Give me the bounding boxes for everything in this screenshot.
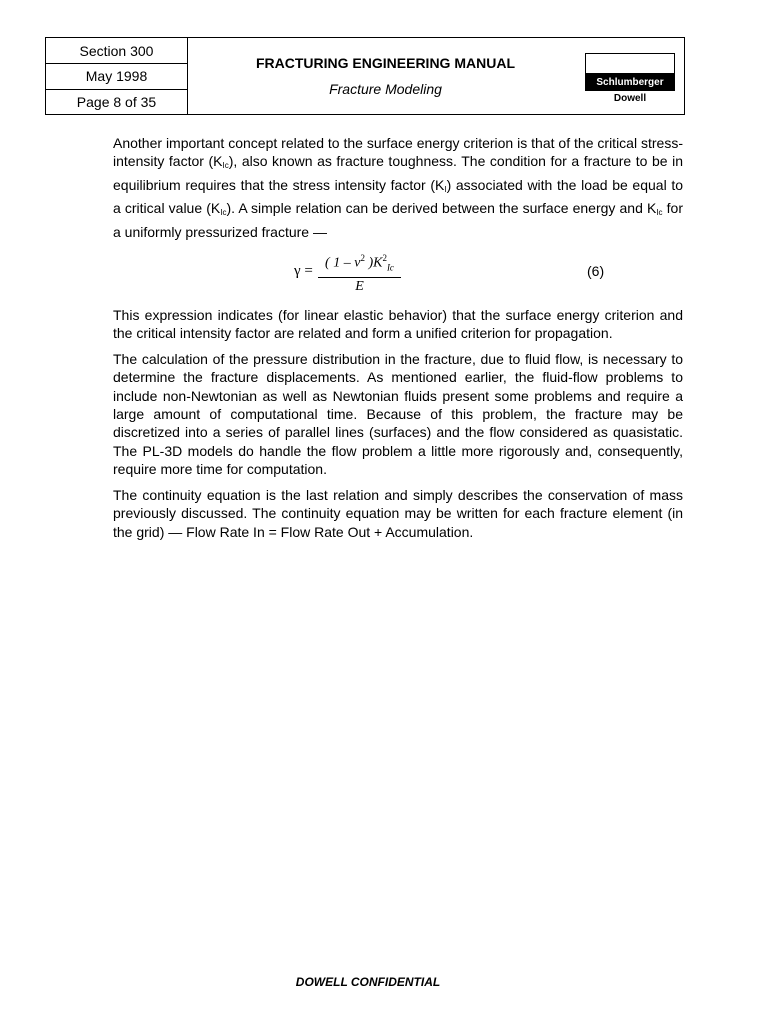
kic-subscript: Ic <box>656 208 663 218</box>
revision-date: May 1998 <box>46 63 187 88</box>
paragraph-1-text: ) associated with the load be equal to a critical value (K <box>113 176 684 217</box>
numerator-subscript: Ic <box>386 262 394 273</box>
paragraph-1-text: ). A simple relation can be derived between the surface energy and K <box>226 200 657 217</box>
paragraph-1-text: ), also known as fracture toughness. The condition for a fracture to be in equilibrium requires that the stress intensity factor (K <box>113 153 684 193</box>
numerator-exponent: 2 <box>360 253 365 264</box>
numerator-part: )K <box>364 255 383 271</box>
paragraph-1-text: Another important concept related to the surface energy criterion is that of the critical stress-intensity factor (K <box>113 135 683 170</box>
page-body <box>113 134 683 548</box>
equation-lhs: γ = <box>294 263 313 280</box>
numerator-exponent: 2 <box>382 253 387 264</box>
logo-subbrand: Dowell <box>613 93 647 104</box>
logo-brand: Schlumberger <box>585 73 675 91</box>
equation-fraction <box>318 249 401 296</box>
chapter-subtitle: Fracture Modeling <box>329 81 442 97</box>
ki-subscript: I <box>444 184 447 194</box>
equation-denominator: E <box>355 279 364 295</box>
paragraph-2: This expression indicates (for linear elastic behavior) that the surface energy criterion and the critical intensity factor are related and form a unified criterion for propagation. <box>113 307 683 342</box>
manual-title: FRACTURING ENGINEERING MANUAL <box>256 55 515 71</box>
equation-6 <box>113 249 683 297</box>
paragraph-1-text: for a uniformly pressurized fracture — <box>113 200 684 240</box>
page-number: Page 8 of 35 <box>46 89 187 114</box>
page-header <box>45 37 685 115</box>
paragraph-3: The calculation of the pressure distribution in the fracture, due to fluid flow, is necessary to determine the fracture displacements. As mentioned earlier, the fluid-flow problems to include non-Newtonian as well as Newtonian fluids present some problems and require a large amount of computational time. Because of this problem, the fracture may be discretized into a series of parallel lines (surfaces) and the flow considered as quasistatic. The PL-3D models do handle the flow problem a little more rigorously and, consequently, require more time for computation. <box>113 350 683 478</box>
company-logo <box>585 53 675 104</box>
kic-subscript: Ic <box>220 208 227 218</box>
logo-frame <box>585 53 675 73</box>
section-number: Section 300 <box>79 42 154 59</box>
paragraph-4: The continuity equation is the last relation and simply describes the conservation of mass previously discussed. The continuity equation may be written for each fracture element (in the grid) — Flow Rate In = Flow Rate Out + Accumulation. <box>113 486 683 540</box>
equation-numerator <box>318 249 401 278</box>
header-info-table <box>46 38 188 114</box>
confidential-footer: DOWELL CONFIDENTIAL <box>295 975 441 989</box>
paragraph-1 <box>113 134 683 241</box>
equation-number: (6) <box>587 263 605 280</box>
kic-subscript: Ic <box>222 161 229 171</box>
numerator-part: ( 1 – ν <box>325 255 361 271</box>
